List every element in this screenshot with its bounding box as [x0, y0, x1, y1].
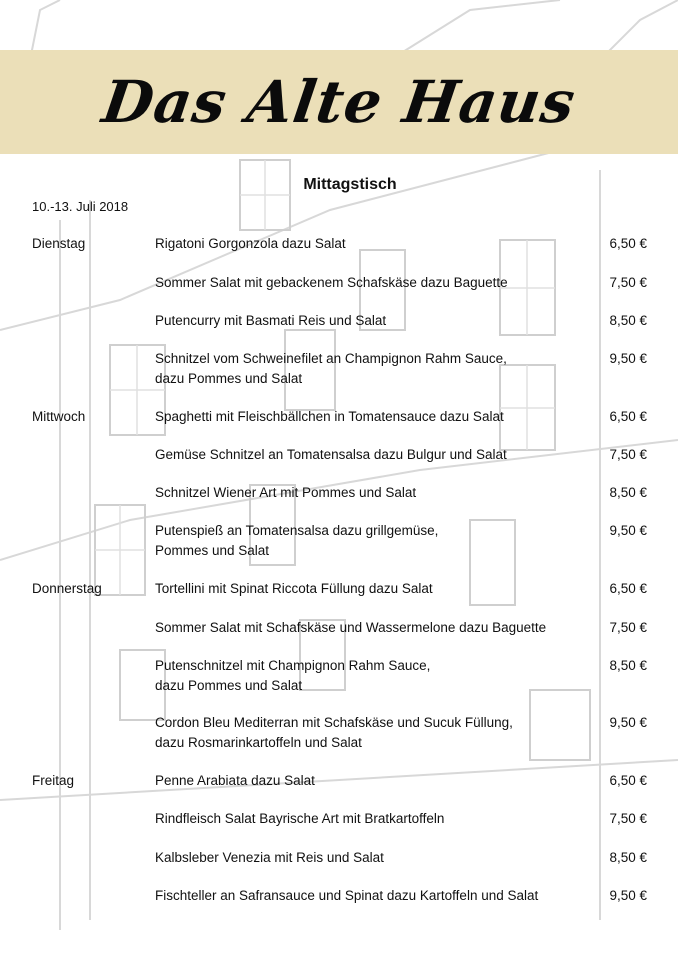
day-label: Donnerstag — [32, 581, 102, 596]
dish-line: Fischteller an Safransauce und Spinat dazu Kartoffeln und Salat — [155, 888, 539, 903]
dish-description — [155, 349, 575, 389]
dish-price: 9,50 € — [609, 888, 647, 903]
dish-price: 7,50 € — [609, 620, 647, 635]
dish-price: 8,50 € — [609, 658, 647, 673]
dish-line: Pommes und Salat — [155, 543, 270, 558]
dish-line: Spaghetti mit Fleischbällchen in Tomatensauce dazu Salat — [155, 409, 504, 424]
dish-description — [155, 483, 575, 503]
dish-price: 9,50 € — [609, 351, 647, 366]
dish-description — [155, 809, 575, 829]
dish-description — [155, 311, 575, 331]
dish-description — [155, 407, 575, 427]
dish-price: 7,50 € — [609, 447, 647, 462]
dish-line: Sommer Salat mit gebackenem Schafskäse dazu Baguette — [155, 275, 508, 290]
dish-line: Sommer Salat mit Schafskäse und Wassermelone dazu Baguette — [155, 620, 547, 635]
dish-price: 6,50 € — [609, 236, 647, 251]
dish-line: Rindfleisch Salat Bayrische Art mit Bratkartoffeln — [155, 811, 445, 826]
dish-description — [155, 656, 575, 696]
dish-line: Gemüse Schnitzel an Tomatensalsa dazu Bulgur und Salat — [155, 447, 507, 462]
day-label: Freitag — [32, 773, 75, 788]
dish-line: Cordon Bleu Mediterran mit Schafskäse und Sucuk Füllung, — [155, 715, 513, 730]
dish-price: 7,50 € — [609, 811, 647, 826]
menu-heading: Mittagstisch — [303, 176, 397, 193]
dish-description — [155, 445, 575, 465]
dish-price: 8,50 € — [609, 313, 647, 328]
dish-description — [155, 618, 575, 638]
dish-price: 6,50 € — [609, 773, 647, 788]
dish-line: Schnitzel Wiener Art mit Pommes und Salat — [155, 485, 417, 500]
dish-line: Putenschnitzel mit Champignon Rahm Sauce, — [155, 658, 431, 673]
dish-description — [155, 771, 575, 791]
menu-date-range: 10.-13. Juli 2018 — [32, 199, 129, 214]
dish-price: 6,50 € — [609, 581, 647, 596]
dish-description — [155, 579, 575, 599]
dish-line: Rigatoni Gorgonzola dazu Salat — [155, 236, 346, 251]
dish-description — [155, 521, 575, 561]
dish-line: Tortellini mit Spinat Riccota Füllung dazu Salat — [155, 581, 433, 596]
dish-price: 7,50 € — [609, 275, 647, 290]
dish-line: dazu Rosmarinkartoffeln und Salat — [155, 735, 362, 750]
restaurant-name: Das Alte Haus — [98, 68, 580, 136]
dish-line: Penne Arabiata dazu Salat — [155, 773, 315, 788]
dish-line: dazu Pommes und Salat — [155, 371, 303, 386]
dish-description — [155, 234, 575, 254]
dish-line: Schnitzel vom Schweinefilet an Champignon Rahm Sauce, — [155, 351, 507, 366]
dish-line: Putencurry mit Basmati Reis und Salat — [155, 313, 387, 328]
dish-price: 8,50 € — [609, 850, 647, 865]
day-label: Mittwoch — [32, 409, 86, 424]
dish-line: dazu Pommes und Salat — [155, 678, 303, 693]
dish-price: 9,50 € — [609, 523, 647, 538]
dish-line: Putenspieß an Tomatensalsa dazu grillgemüse, — [155, 523, 439, 538]
dish-price: 6,50 € — [609, 409, 647, 424]
title-banner — [0, 50, 678, 154]
day-label: Dienstag — [32, 236, 86, 251]
dish-description — [155, 273, 575, 293]
dish-price: 9,50 € — [609, 715, 647, 730]
dish-line: Kalbsleber Venezia mit Reis und Salat — [155, 850, 384, 865]
dish-description — [155, 848, 575, 868]
dish-description — [155, 713, 575, 753]
dish-price: 8,50 € — [609, 485, 647, 500]
dish-description — [155, 886, 575, 906]
